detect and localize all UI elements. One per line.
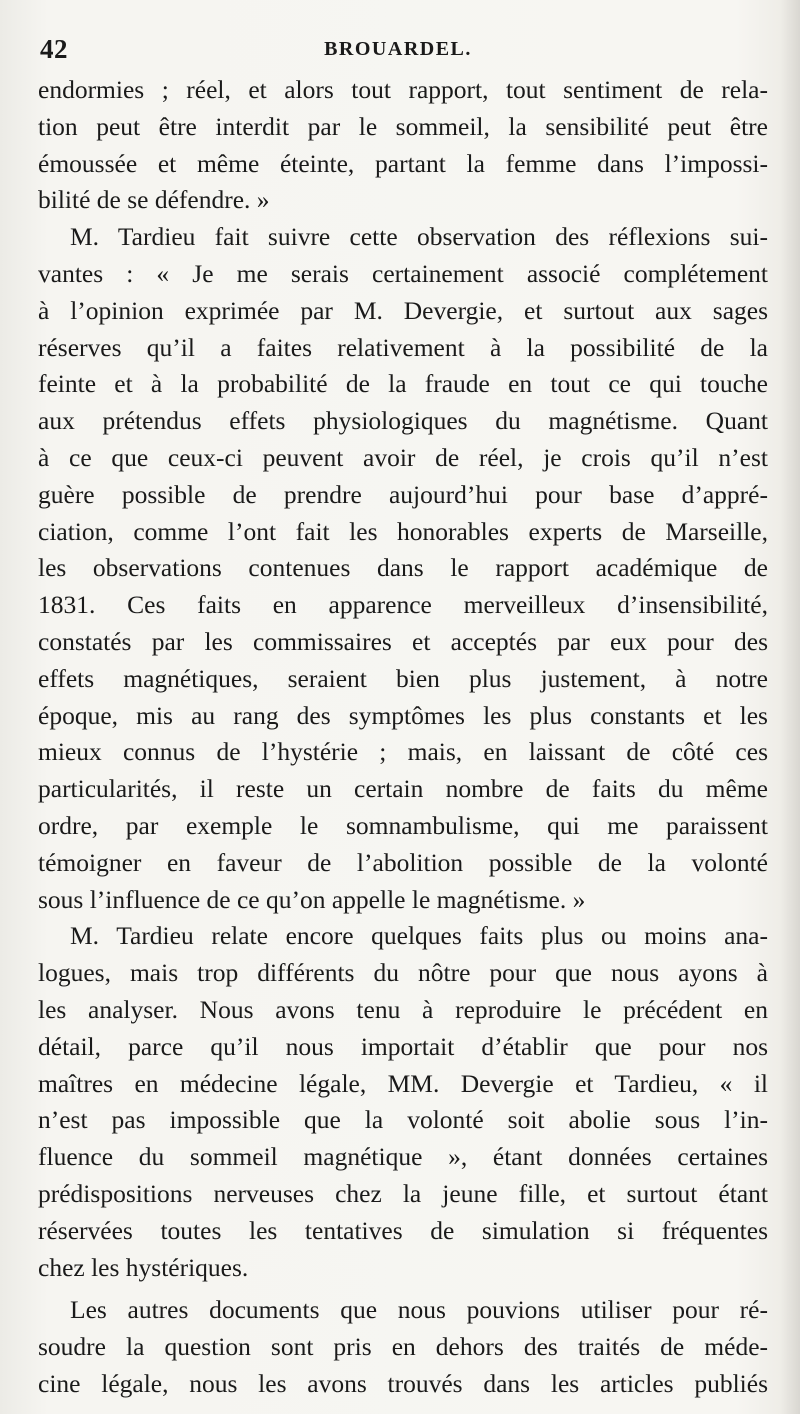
page-header (40, 34, 756, 74)
text-line: maîtres en médecine légale, MM. Devergie et Tardieu, « il (38, 1068, 768, 1098)
text-line: guère possible de prendre aujourd’hui pour base d’appré- (38, 479, 768, 509)
body-text (38, 72, 768, 1403)
text-line: constatés par les commissaires et acceptés par eux pour des (38, 626, 768, 656)
page-edge-shadow (780, 0, 800, 1414)
text-line: logues, mais trop différents du nôtre pour que nous ayons à (38, 958, 768, 988)
text-line: cine légale, nous les avons trouvés dans les articles publiés (38, 1368, 768, 1398)
text-line: 1831. Ces faits en apparence merveilleux d’insensibilité, (38, 590, 768, 620)
paragraph (38, 1292, 768, 1402)
text-line: réserves qu’il a faites relativement à la possibilité de la (38, 332, 768, 362)
text-line: tion peut être interdit par le sommeil, la sensibilité peut être (38, 111, 768, 141)
text-line: les observations contenues dans le rapport académique de (38, 553, 768, 583)
text-line: vantes : « Je me serais certainement associé complétement (38, 258, 768, 288)
text-line: réservées toutes les tentatives de simulation si fréquentes (38, 1215, 768, 1245)
text-line: effets magnétiques, seraient bien plus justement, à notre (38, 663, 768, 693)
text-line: chez les hystériques. (38, 1252, 249, 1282)
text-line: Les autres documents que nous pouvions utiliser pour ré- (70, 1295, 768, 1325)
text-line: à ce que ceux-ci peuvent avoir de réel, je crois qu’il n’est (38, 442, 768, 472)
text-line: émoussée et même éteinte, partant la femme dans l’impossi- (38, 148, 768, 178)
text-line: particularités, il reste un certain nombre de faits du même (38, 774, 768, 804)
text-line: ciation, comme l’ont fait les honorables experts de Marseille, (38, 516, 768, 546)
text-line: sous l’influence de ce qu’on appelle le magnétisme. » (38, 884, 586, 914)
text-line: bilité de se défendre. » (38, 185, 270, 215)
text-line: à l’opinion exprimée par M. Devergie, et surtout aux sages (38, 295, 768, 325)
text-line: fluence du sommeil magnétique », étant données certaines (38, 1142, 768, 1172)
paragraph (38, 219, 768, 918)
text-line: témoigner en faveur de l’abolition possible de la volonté (38, 847, 768, 877)
paragraph (38, 72, 768, 219)
text-line: époque, mis au rang des symptômes les plus constants et les (38, 700, 768, 730)
text-line: n’est pas impossible que la volonté soit abolie sous l’in- (38, 1105, 768, 1135)
text-line: aux prétendus effets physiologiques du magnétisme. Quant (38, 406, 768, 436)
page-number: 42 (40, 34, 68, 64)
text-line: M. Tardieu relate encore quelques faits plus ou moins ana- (70, 921, 768, 951)
text-line: les analyser. Nous avons tenu à reproduire le précédent en (38, 994, 768, 1024)
text-line: ordre, par exemple le somnambulisme, qui me paraissent (38, 810, 768, 840)
running-head: BROUARDEL. (324, 38, 472, 60)
text-line: feinte et à la probabilité de la fraude en tout ce qui touche (38, 369, 768, 399)
text-line: soudre la question sont pris en dehors des traités de méde- (38, 1332, 768, 1362)
text-line: M. Tardieu fait suivre cette observation des réflexions sui- (70, 222, 768, 252)
text-line: mieux connus de l’hystérie ; mais, en laissant de côté ces (38, 737, 768, 767)
text-line: endormies ; réel, et alors tout rapport, tout sentiment de rela- (38, 75, 768, 104)
paragraph (38, 918, 768, 1286)
text-line: détail, parce qu’il nous importait d’établir que pour nos (38, 1031, 768, 1061)
text-line: prédispositions nerveuses chez la jeune fille, et surtout étant (38, 1178, 768, 1208)
